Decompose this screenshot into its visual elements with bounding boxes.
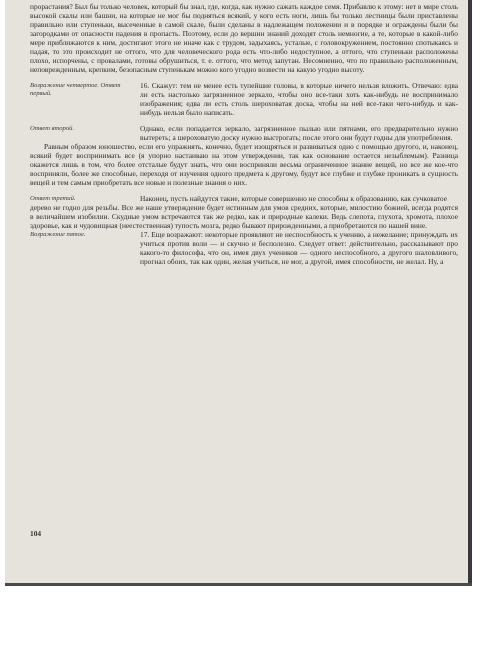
section-answer-three bbox=[30, 194, 458, 230]
margin-note: Ответ второй. bbox=[30, 125, 75, 132]
section-text: Наконец, пусть найдутся такие, которые совершенно не способны к образованию, как сучковатое bbox=[140, 194, 447, 203]
scan-shadow-bottom bbox=[5, 583, 472, 586]
section-text-continued: дерево не годно для резьбы. Все же наше утверждение будет истинным для умов средних, которые, милостию божией, всегда родятся в величайшем изобилии. Скудные умом встречаются так же редко, как и природные калеки. Ведь слепота, глухота, хромота, плохое здоровье, как и чудовищная (неестественная) тупость мозга, редко бывают прирожденными, а приобретаются по нашей вине. bbox=[30, 203, 458, 231]
scanned-page bbox=[5, 0, 472, 586]
middle-paragraph: Равным образом юношество, если его упражнять, конечно, будет изощряться и развиваться одно с помощью другого, и, наконец, всякий будет воспринимать все (я упорно настаиваю на этом утверждении, так как основание остается незыблемым). Разница окажется лишь в том, что более отсталые будут знать, что они восприняли весьма ограниченное знание вещей, но все же кое-что восприняли, более же способные, переходя от изучения одного предмета к другому, будут все глубже и глубже проникать в сущность вещей и тем самым приобретать все новые и полезные знания о них. bbox=[30, 142, 458, 187]
margin-note: Возражение пятое. bbox=[30, 231, 86, 239]
page-number: 104 bbox=[30, 529, 42, 538]
section-answer-two bbox=[30, 124, 458, 142]
section-objection-four bbox=[30, 81, 458, 117]
section-text: 16. Скажут: тем не менее есть тупейшие головы, в которые ничего нельзя вложить. Отвечаю: едва ли есть настолько загрязненное зеркало, чтобы оно все-таки хоть как-нибудь не воспринимало изображения; едва ли есть столь шероховатая доска, чтобы на ней все-таки чего-нибудь и как-нибудь нельзя было написать. bbox=[140, 81, 458, 117]
intro-paragraph: прорастания? Был бы только человек, который бы знал, где, когда, как нужно сажать каждое семя. Прибавлю к этому: нет в мире столь высокой скалы или башни, на которые не мог бы подняться всякий, у кого есть ноги, лишь бы только лестницы были приставлены правильно или ступеньки, высеченные в самой скале, были сделаны в надлежащем положении и в порядке и ограждены были бы загородками от опасности падения в пропасть. Поэтому, если до вершин знаний доходят столь немногие, а те, которые в какой-либо мере приближаются к ним, достигают этого не иначе как с трудом, задыхаясь, усталые, с головокружением, постоянно спотыкаясь и падая, то это происходит не оттого, что для человеческого рода есть что-либо недоступное, а оттого, что ступеньки расположены плохо, испорчены, с провалами, готовы обрушиться, т. е. оттого, что метод запутан. Несомненно, что по правильно расположенным, неповрежденным, крепким, безопасным ступенькам можно кого угодно возвести на какую угодно высоту. bbox=[30, 2, 458, 74]
margin-note: Возражение четвертое. Ответ первый. bbox=[30, 82, 121, 98]
section-text: Однако, если попадается зеркало, загрязненное пылью или пятнами, его предварительно нужно вытереть; а шероховатую доску нужно выстрогать; после этого они будут годны для употребления. bbox=[140, 124, 458, 142]
section-objection-five bbox=[30, 230, 458, 266]
scan-shadow-right bbox=[468, 0, 472, 586]
page-content bbox=[30, 2, 458, 266]
margin-note: Ответ третий. bbox=[30, 195, 76, 202]
section-text: 17. Еще возражают: некоторые проявляют не неспособность к учению, а нежелание; принуждать их учиться против воли — и скучно и бесполезно. Следует ответ: действительно, рассказывают про какого-то философа, что он, имея двух учеников — одного неспособного, а другого шаловливого, прогнал обоих, так как один, желая учиться, не мог, а другой, имея способности, не желал. Ну, а bbox=[140, 230, 458, 267]
